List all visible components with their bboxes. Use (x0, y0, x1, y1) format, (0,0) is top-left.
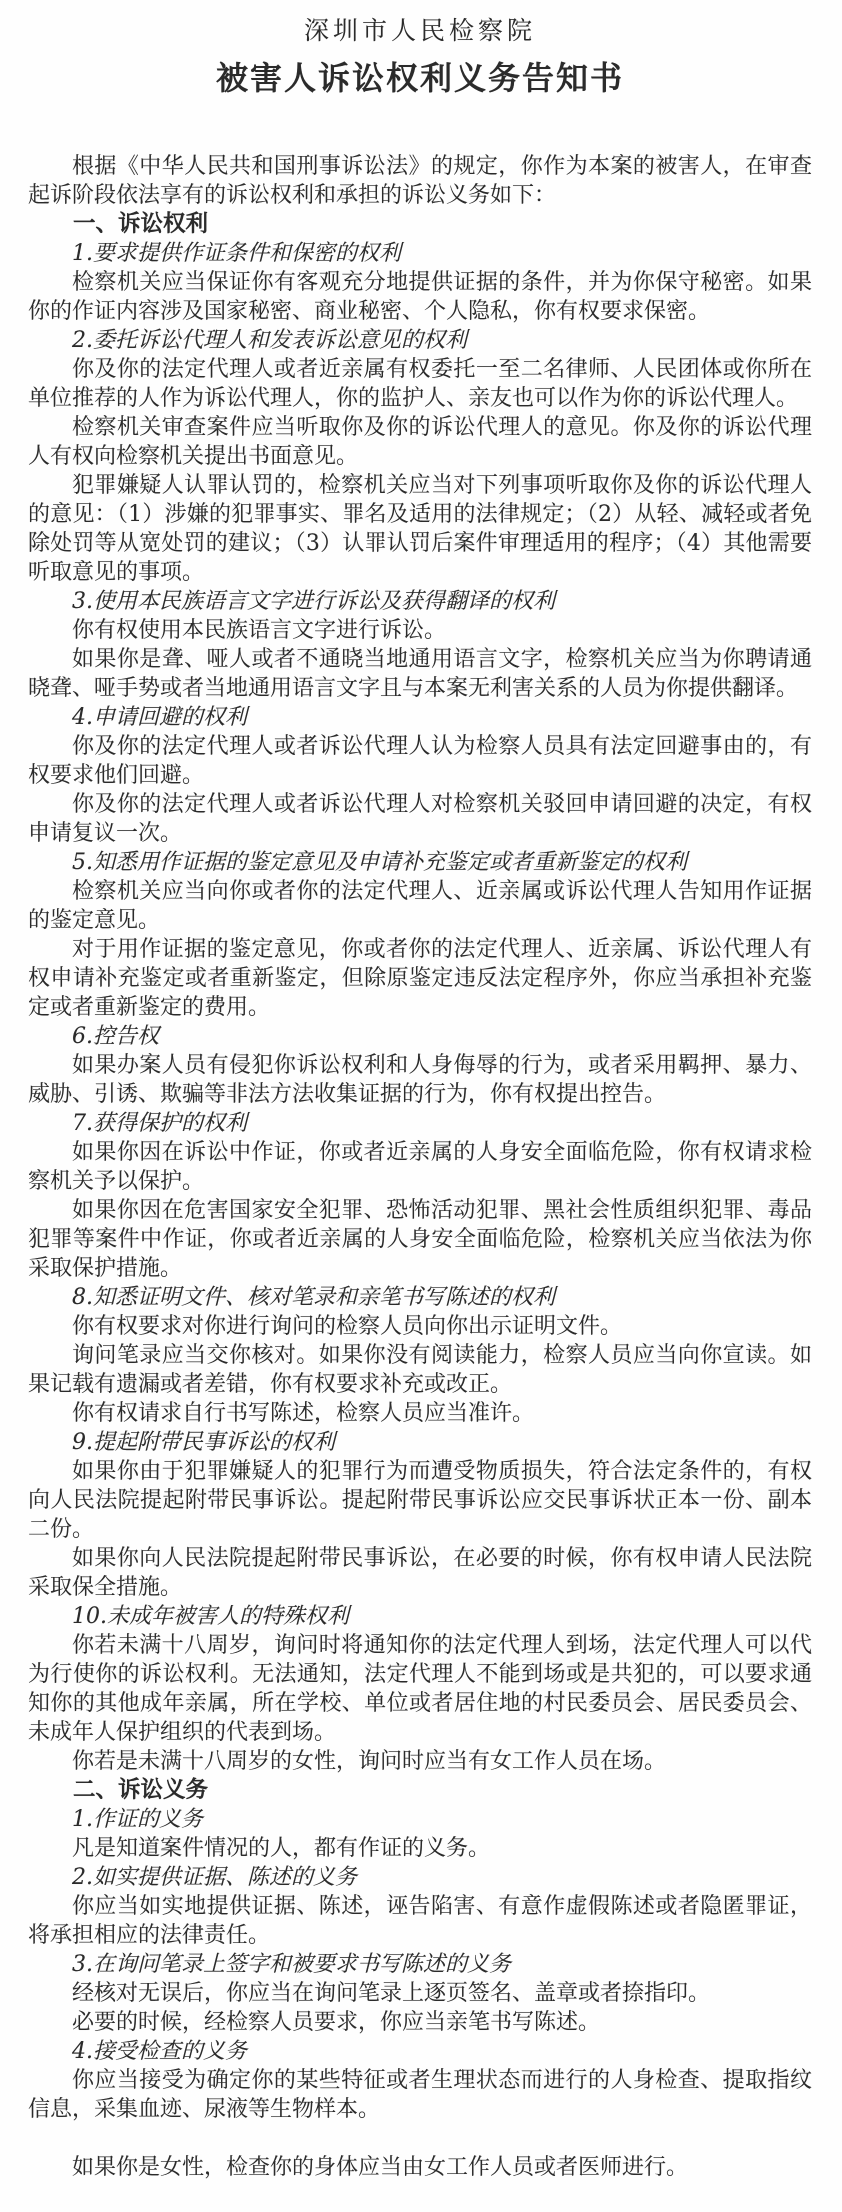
clause-heading: 2.委托诉讼代理人和发表诉讼意见的权利 (72, 328, 467, 353)
section-heading: 一、诉讼权利 (73, 211, 209, 237)
paragraph: 检察机关审查案件应当听取你及你的诉讼代理人的意见。你及你的诉讼代理人有权向检察机关提出书面意见。 (28, 415, 812, 469)
paragraph: 你及你的法定代理人或者近亲属有权委托一至二名律师、人民团体或你所在单位推荐的人作为诉讼代理人，你的监护人、亲友也可以作为你的诉讼代理人。 (28, 357, 812, 411)
organization-name: 深圳市人民检察院 (303, 16, 536, 45)
clause-heading: 9.提起附带民事诉讼的权利 (72, 1430, 335, 1455)
paragraph: 如果你由于犯罪嫌疑人的犯罪行为而遭受物质损失，符合法定条件的，有权向人民法院提起附带民事诉讼。提起附带民事诉讼应交民事诉状正本一份、副本二份。 (28, 1459, 812, 1542)
paragraph: 如果办案人员有侵犯你诉讼权利和人身侮辱的行为，或者采用羁押、暴力、威胁、引诱、欺骗等非法方法收集证据的行为，你有权提出控告。 (28, 1053, 812, 1107)
paragraph: 你若是未满十八周岁的女性，询问时应当有女工作人员在场。 (72, 1749, 667, 1774)
document-title: 被害人诉讼权利义务告知书 (215, 59, 624, 97)
clause-heading: 3.使用本民族语言文字进行诉讼及获得翻译的权利 (72, 589, 555, 614)
paragraph: 凡是知道案件情况的人，都有作证的义务。 (72, 1836, 491, 1861)
paragraph: 询问笔录应当交你核对。如果你没有阅读能力，检察人员应当向你宣读。如果记载有遗漏或者差错，你有权要求补充或改正。 (28, 1343, 812, 1397)
clause-heading: 3.在询问笔录上签字和被要求书写陈述的义务 (72, 1952, 511, 1977)
paragraph: 你若未满十八周岁，询问时将通知你的法定代理人到场，法定代理人可以代为行使你的诉讼权利。无法通知，法定代理人不能到场或是共犯的，可以要求通知你的其他成年亲属，所在学校、单位或者居住地的村民委员会、居民委员会、未成年人保护组织的代表到场。 (28, 1633, 812, 1745)
paragraph: 如果你因在危害国家安全犯罪、恐怖活动犯罪、黑社会性质组织犯罪、毒品犯罪等案件中作证，你或者近亲属的人身安全面临危险，检察机关应当依法为你采取保护措施。 (28, 1198, 812, 1281)
paragraph: 你应当接受为确定你的某些特征或者生理状态而进行的人身检查、提取指纹信息，采集血迹、尿液等生物样本。 (28, 2068, 812, 2122)
paragraph: 你有权请求自行书写陈述，检察人员应当准许。 (72, 1401, 535, 1426)
paragraph: 检察机关应当保证你有客观充分地提供证据的条件，并为你保守秘密。如果你的作证内容涉及国家秘密、商业秘密、个人隐私，你有权要求保密。 (28, 270, 812, 324)
clause-heading: 10.未成年被害人的特殊权利 (72, 1604, 349, 1629)
paragraph: 检察机关应当向你或者你的法定代理人、近亲属或诉讼代理人告知用作证据的鉴定意见。 (28, 879, 812, 933)
paragraph: 你应当如实地提供证据、陈述，诬告陷害、有意作虚假陈述或者隐匿罪证，将承担相应的法律责任。 (28, 1894, 812, 1948)
clause-heading: 4.接受检查的义务 (72, 2039, 247, 2064)
paragraph: 你有权要求对你进行询问的检察人员向你出示证明文件。 (72, 1314, 623, 1339)
paragraph: 如果你因在诉讼中作证，你或者近亲属的人身安全面临危险，你有权请求检察机关予以保护。 (28, 1140, 812, 1194)
clause-heading: 5.知悉用作证据的鉴定意见及申请补充鉴定或者重新鉴定的权利 (72, 850, 687, 875)
paragraph: 如果你向人民法院提起附带民事诉讼，在必要的时候，你有权申请人民法院采取保全措施。 (28, 1546, 812, 1600)
paragraph: 你及你的法定代理人或者诉讼代理人对检察机关驳回申请回避的决定，有权申请复议一次。 (28, 792, 812, 846)
paragraph: 对于用作证据的鉴定意见，你或者你的法定代理人、近亲属、诉讼代理人有权申请补充鉴定或者重新鉴定，但除原鉴定违反法定程序外，你应当承担补充鉴定或者重新鉴定的费用。 (28, 937, 812, 1020)
paragraph: 经核对无误后，你应当在询问笔录上逐页签名、盖章或者捺指印。 (72, 1981, 711, 2006)
clause-heading: 2.如实提供证据、陈述的义务 (72, 1865, 357, 1890)
clause-heading: 1.要求提供作证条件和保密的权利 (72, 241, 401, 266)
clause-heading: 1.作证的义务 (72, 1807, 203, 1832)
paragraph: 你有权使用本民族语言文字进行诉讼。 (72, 618, 447, 643)
clause-heading: 7.获得保护的权利 (72, 1111, 247, 1136)
paragraph: 你及你的法定代理人或者诉讼代理人认为检察人员具有法定回避事由的，有权要求他们回避。 (28, 734, 812, 788)
paragraph: 必要的时候，经检察人员要求，你应当亲笔书写陈述。 (72, 2010, 601, 2035)
paragraph: 犯罪嫌疑人认罪认罚的，检察机关应当对下列事项听取你及你的诉讼代理人的意见：（1）涉嫌的犯罪事实、罪名及适用的法律规定；（2）从轻、减轻或者免除处罚等从宽处罚的建议；（3）认罪认罚后案件审理适用的程序；（4）其他需要听取意见的事项。 (28, 473, 812, 585)
document-body (28, 152, 812, 2182)
paragraph: 如果你是女性，检查你的身体应当由女工作人员或者医师进行。 (72, 2155, 689, 2180)
clause-heading: 8.知悉证明文件、核对笔录和亲笔书写陈述的权利 (72, 1285, 555, 1310)
paragraph: 根据《中华人民共和国刑事诉讼法》的规定，你作为本案的被害人，在审查起诉阶段依法享有的诉讼权利和承担的诉讼义务如下： (28, 154, 812, 208)
section-heading: 二、诉讼义务 (73, 1777, 209, 1803)
clause-heading: 4.申请回避的权利 (72, 705, 247, 730)
paragraph: 如果你是聋、哑人或者不通晓当地通用语言文字，检察机关应当为你聘请通晓聋、哑手势或者当地通用语言文字且与本案无利害关系的人员为你提供翻译。 (28, 647, 812, 701)
clause-heading: 6.控告权 (72, 1024, 159, 1049)
